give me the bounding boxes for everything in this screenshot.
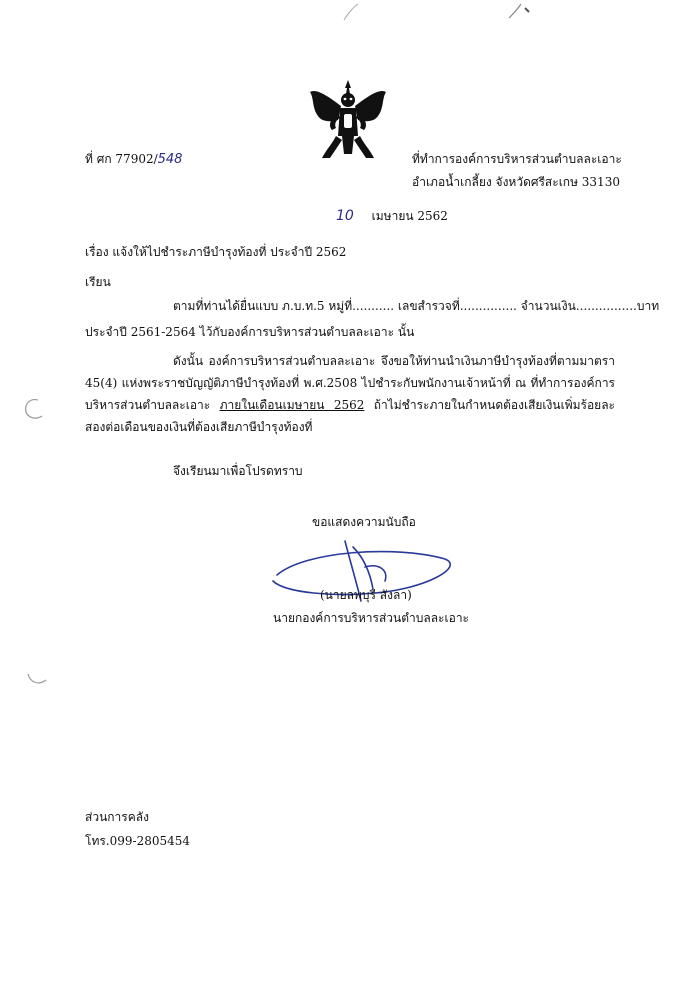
garuda-emblem (308, 78, 388, 163)
date-month-year: เมษายน 2562 (371, 209, 448, 223)
department-name: ส่วนการคลัง (85, 810, 149, 824)
office-address-line2: อำเภอน้ำเกลี้ยง จังหวัดศรีสะเกษ 33130 (412, 175, 620, 189)
salutation: เรียน (85, 275, 111, 289)
reference-line (85, 150, 182, 169)
scan-edge-mark (505, 2, 535, 20)
office-address-line1: ที่ทำการองค์การบริหารส่วนตำบลละเอาะ (412, 152, 622, 166)
reference-prefix: ที่ ศก 77902/ (85, 152, 158, 166)
date-day-handwritten: 10 (336, 208, 354, 224)
body-paragraph-1-continued: ประจำปี 2561-2564 ไว้กับองค์การบริหารส่วนตำบลละเอาะ นั้น (85, 325, 415, 339)
payment-deadline: ภายในเดือนเมษายน 2562 (219, 398, 365, 412)
subject-line: เรื่อง แจ้งให้ไปชำระภาษีบำรุงท้องที่ ประจำปี 2562 (85, 245, 347, 259)
body-paragraph-2-part-a: ดังนั้น องค์การบริหารส่วนตำบลละเอาะ จึงขอให้ท่านนำเงินภาษีบำรุงท้องที่ตามมาตรา 45(4) แห่งพระราชบัญญัติภาษีบำรุงท้องที่ พ.ศ.2508 ไปชำระกับพนักงานเจ้าหน้าที่ ณ ที่ทำการองค์การบริหารส่วนตำบลละเอาะ (85, 354, 615, 412)
body-paragraph-2 (85, 350, 615, 438)
body-paragraph-1: ตามที่ท่านได้ยื่นแบบ ภ.บ.ท.5 หมู่ที่........... เลขสำรวจที่............... จำนวนเงิน................บาท (173, 299, 660, 313)
scan-corner-mark (336, 2, 366, 22)
department-phone: โทร.099-2805454 (85, 834, 191, 848)
punch-hole-mark-upper (20, 396, 46, 422)
closing-regards: ขอแสดงความนับถือ (312, 515, 416, 529)
body-paragraph-3: จึงเรียนมาเพื่อโปรดทราบ (173, 464, 303, 478)
letter-date (336, 207, 448, 226)
signatory-position: นายกองค์การบริหารส่วนตำบลละเอาะ (273, 611, 469, 625)
signatory-name: (นายลพบุรี สังลา) (320, 588, 412, 602)
punch-hole-mark-lower (24, 668, 50, 690)
reference-number-handwritten: 548 (157, 152, 183, 167)
body-paragraph-2-part-b: ถ้าไม่ชำระภายในกำหนดต้องเสียเงินเพิ่มร้อยละสองต่อเดือนของเงินที่ต้องเสียภาษีบำรุงท้องที่ (85, 398, 615, 434)
